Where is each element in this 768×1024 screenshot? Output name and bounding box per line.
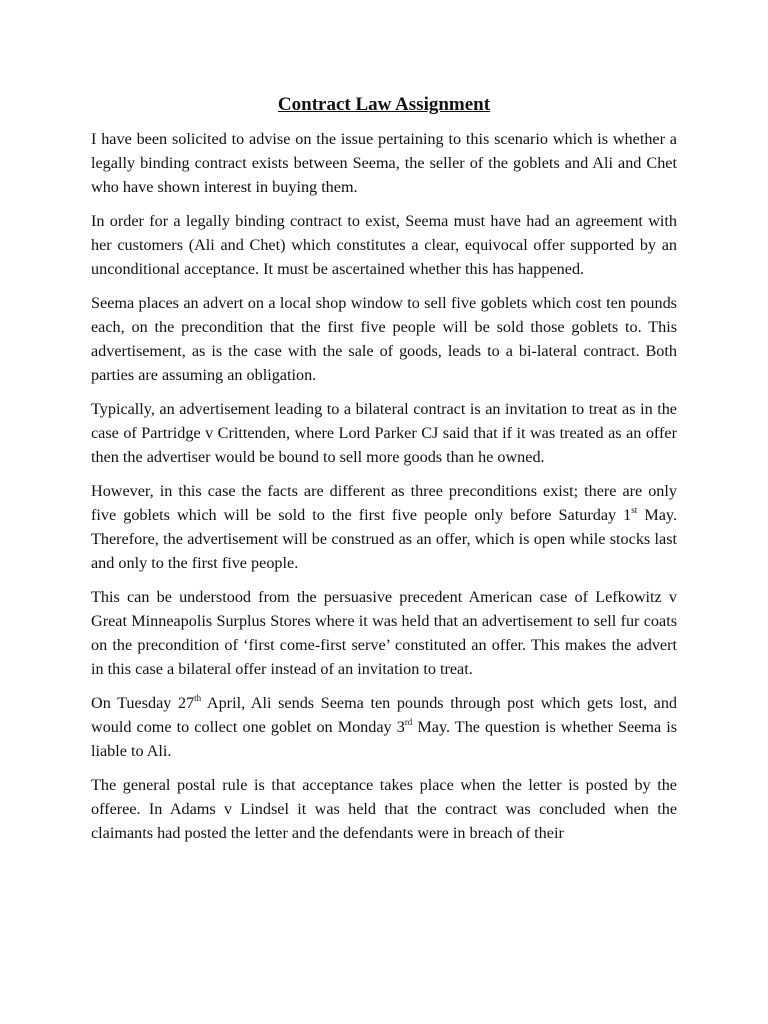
paragraph-4 bbox=[91, 397, 677, 469]
paragraph-text: May. The question is whether Seema is liable to Ali. bbox=[91, 718, 677, 760]
paragraph-text: The general postal rule is that acceptance takes place when the letter is posted by the offeree. In Adams v Lindsel it was held that the contract was concluded when the claimants had posted the letter and the defendants were in breach of their bbox=[91, 776, 677, 842]
ordinal-suffix: rd bbox=[404, 716, 413, 727]
ordinal-suffix: st bbox=[631, 504, 638, 515]
page-title: Contract Law Assignment bbox=[277, 94, 491, 115]
paragraph-text: I have been solicited to advise on the issue pertaining to this scenario which is whether a legally binding contract exists between Seema, the seller of the goblets and Ali and Chet who have shown interest in buying them. bbox=[91, 130, 677, 196]
paragraph-1 bbox=[91, 127, 677, 199]
document-page bbox=[91, 93, 677, 858]
paragraph-text: In order for a legally binding contract to exist, Seema must have had an agreement with her customers (Ali and Chet) which constitutes a clear, equivocal offer supported by an unconditional acceptance. It must be ascertained whether this has happened. bbox=[91, 212, 677, 278]
ordinal-suffix: th bbox=[194, 692, 202, 703]
paragraph-text: April, Ali sends Seema ten pounds through post which gets lost, and would come to collect one goblet on Monday 3 bbox=[91, 694, 678, 736]
paragraph-6 bbox=[91, 585, 677, 681]
paragraph-text: Typically, an advertisement leading to a bilateral contract is an invitation to treat as in the case of Partridge v Crittenden, where Lord Parker CJ said that if it was treated as an offer then the advertiser would be bound to sell more goods than he owned. bbox=[91, 400, 677, 466]
paragraph-text: May. Therefore, the advertisement will be construed as an offer, which is open while stocks last and only to the first five people. bbox=[91, 506, 677, 572]
paragraph-3 bbox=[91, 291, 677, 387]
paragraph-5 bbox=[91, 479, 677, 575]
paragraph-text: On Tuesday 27 bbox=[91, 694, 195, 712]
paragraph-8 bbox=[91, 773, 677, 845]
paragraph-2 bbox=[91, 209, 677, 281]
paragraph-text: However, in this case the facts are different as three preconditions exist; there are only five goblets which will be sold to the first five people only before Saturday 1 bbox=[91, 482, 677, 524]
paragraph-text: This can be understood from the persuasive precedent American case of Lefkowitz v Great Minneapolis Surplus Stores where it was held that an advertisement to sell fur coats on the precondition of ‘first come-first serve’ constituted an offer. This makes the advert in this case a bilateral offer instead of an invitation to treat. bbox=[91, 588, 677, 678]
paragraph-7 bbox=[91, 691, 677, 763]
paragraph-text: Seema places an advert on a local shop window to sell five goblets which cost ten pounds each, on the precondition that the first five people will be sold those goblets to. This advertisement, as is the case with the sale of goods, leads to a bi-lateral contract. Both parties are assuming an obligation. bbox=[91, 294, 677, 384]
